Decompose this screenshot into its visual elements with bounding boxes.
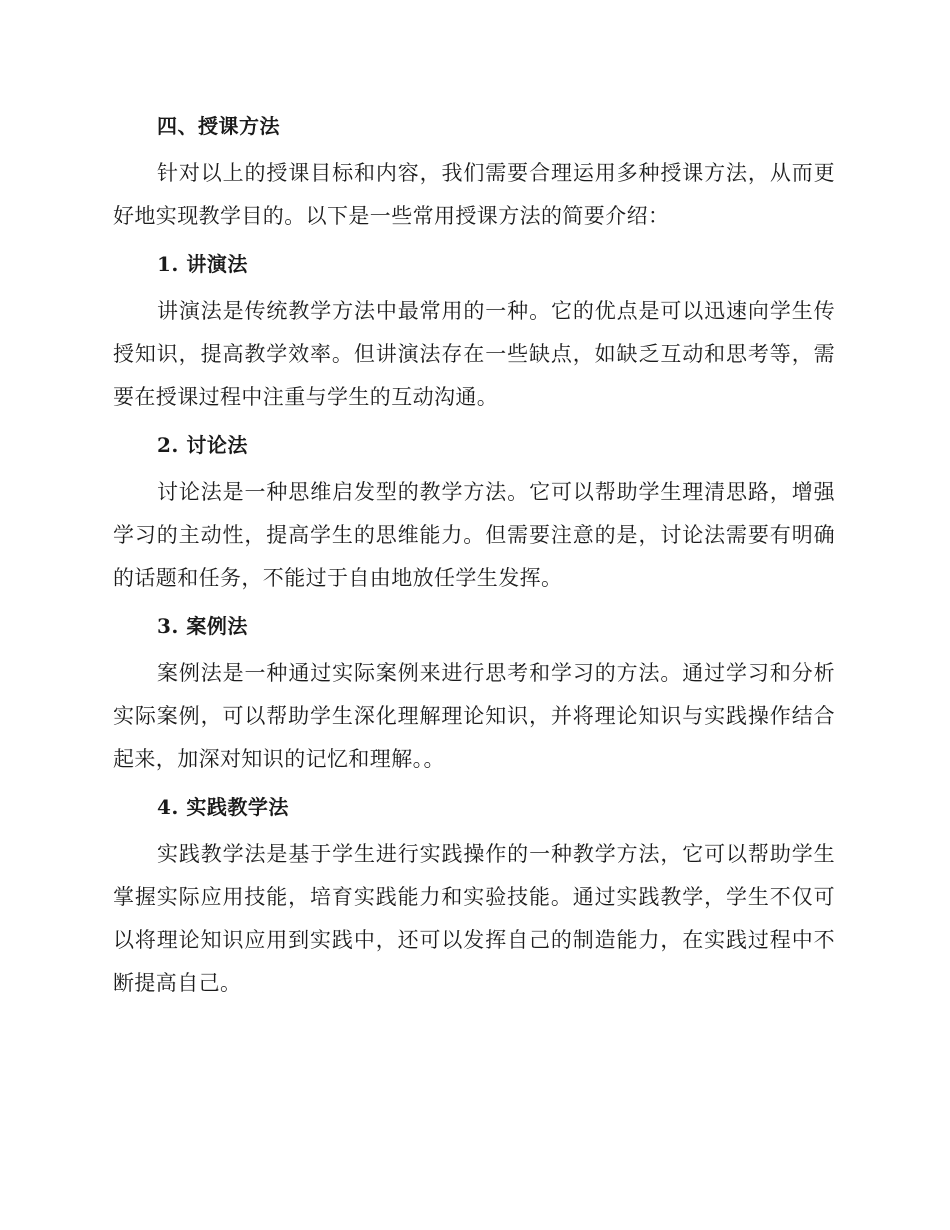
- method-body-practice: 实践教学法是基于学生进行实践操作的一种教学方法，它可以帮助学生掌握实际应用技能，培育实践能力和实验技能。通过实践教学，学生不仅可以将理论知识应用到实践中，还可以发挥自己的制造能力，在实践过程中不断提高自己。: [113, 842, 835, 995]
- method-title-practice: 4. 实践教学法: [157, 795, 289, 819]
- document-content: [113, 108, 835, 1005]
- method-title-case: 3. 案例法: [157, 614, 248, 638]
- method-body-lecture: 讲演法是传统教学方法中最常用的一种。它的优点是可以迅速向学生传授知识，提高教学效率。但讲演法存在一些缺点，如缺乏互动和思考等，需要在授课过程中注重与学生的互动沟通。: [113, 299, 835, 409]
- method-body-discussion: 讨论法是一种思维启发型的教学方法。它可以帮助学生理清思路，增强学习的主动性，提高学生的思维能力。但需要注意的是，讨论法需要有明确的话题和任务，不能过于自由地放任学生发挥。: [113, 480, 835, 590]
- section-title: 四、授课方法: [157, 114, 280, 138]
- method-body-case: 案例法是一种通过实际案例来进行思考和学习的方法。通过学习和分析实际案例，可以帮助学生深化理解理论知识，并将理论知识与实践操作结合起来，加深对知识的记忆和理解。。: [113, 661, 835, 771]
- intro-paragraph: 针对以上的授课目标和内容，我们需要合理运用多种授课方法，从而更好地实现教学目的。以下是一些常用授课方法的简要介绍：: [113, 161, 835, 228]
- method-title-lecture: 1. 讲演法: [157, 252, 248, 276]
- method-title-discussion: 2. 讨论法: [157, 433, 248, 457]
